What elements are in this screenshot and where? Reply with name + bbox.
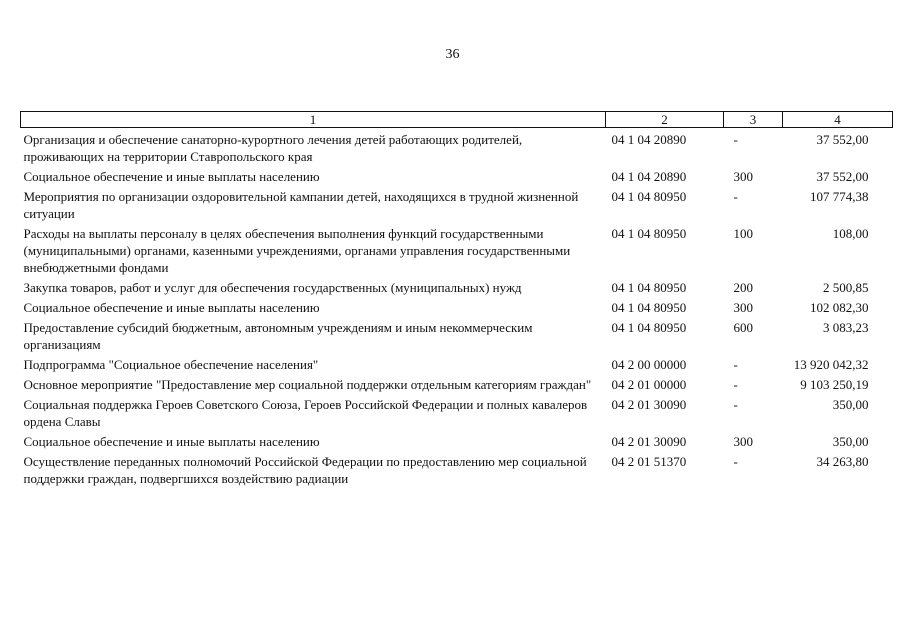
row-type: 300 [733,300,753,315]
budget-table [20,111,893,489]
row-name: Подпрограмма "Социальное обеспечение населения" [23,357,319,372]
table-row [21,318,893,355]
row-name: Осуществление переданных полномочий Российской Федерации по предоставлению мер социальной поддержки граждан, подвергшихся воздействию радиации [23,454,587,486]
row-amount: 107 774,38 [810,189,869,204]
row-amount: 34 263,80 [816,454,869,469]
table-row [21,187,893,224]
header-col-2: 2 [606,112,724,128]
row-amount: 13 920 042,32 [793,357,869,372]
row-code: 04 2 01 00000 [611,377,687,392]
row-name: Социальное обеспечение и иные выплаты населению [23,300,320,315]
row-amount: 3 083,23 [823,320,869,335]
row-amount: 350,00 [832,397,869,412]
row-name: Предоставление субсидий бюджетным, автономным учреждениям и иным некоммерческим организациям [23,320,533,352]
row-code: 04 1 04 20890 [611,169,687,184]
row-type: 300 [733,434,753,449]
row-code: 04 2 01 30090 [611,397,687,412]
table-row [21,355,893,375]
row-name: Мероприятия по организации оздоровительной кампании детей, находящихся в трудной жизненной ситуации [23,189,579,221]
table-row [21,452,893,489]
header-col-1: 1 [21,112,606,128]
row-code: 04 1 04 80950 [611,226,687,241]
row-code: 04 1 04 20890 [611,132,687,147]
row-name: Социальное обеспечение и иные выплаты населению [23,434,320,449]
row-amount: 108,00 [832,226,869,241]
row-name: Социальное обеспечение и иные выплаты населению [23,169,320,184]
row-code: 04 1 04 80950 [611,189,687,204]
row-name: Закупка товаров, работ и услуг для обеспечения государственных (муниципальных) нужд [23,280,522,295]
table-row [21,395,893,432]
table-row [21,278,893,298]
row-name: Основное мероприятие "Предоставление мер социальной поддержки отдельным категориям граждан" [23,377,592,392]
table-row [21,167,893,187]
header-col-3: 3 [724,112,783,128]
row-name: Организация и обеспечение санаторно-курортного лечения детей работающих родителей, проживающих на территории Ставропольского края [23,132,523,164]
table-row [21,130,893,167]
row-type: 300 [733,169,753,184]
row-code: 04 1 04 80950 [611,320,687,335]
table-header-row [21,112,893,128]
row-type: - [733,454,738,469]
row-amount: 350,00 [832,434,869,449]
row-type: - [733,189,738,204]
row-type: - [733,377,738,392]
page-number: 36 [445,47,460,62]
row-amount: 37 552,00 [816,132,869,147]
row-type: 100 [733,226,753,241]
row-code: 04 1 04 80950 [611,280,687,295]
table-row [21,375,893,395]
row-type: 200 [733,280,753,295]
row-name: Расходы на выплаты персоналу в целях обеспечения выполнения функций государственными (муниципальными) органами, казенными учреждениями, органами управления государственными внебюджетными фондами [23,226,571,275]
table-row [21,224,893,278]
table-row [21,298,893,318]
row-amount: 9 103 250,19 [800,377,869,392]
row-type: - [733,397,738,412]
row-amount: 2 500,85 [823,280,869,295]
row-type: - [733,132,738,147]
row-name: Социальная поддержка Героев Советского Союза, Героев Российской Федерации и полных кавалеров ордена Славы [23,397,588,429]
row-type: 600 [733,320,753,335]
table-row [21,432,893,452]
row-code: 04 1 04 80950 [611,300,687,315]
header-col-4: 4 [783,112,893,128]
row-type: - [733,357,738,372]
row-code: 04 2 01 30090 [611,434,687,449]
row-amount: 102 082,30 [810,300,869,315]
row-code: 04 2 01 51370 [611,454,687,469]
row-amount: 37 552,00 [816,169,869,184]
row-code: 04 2 00 00000 [611,357,687,372]
